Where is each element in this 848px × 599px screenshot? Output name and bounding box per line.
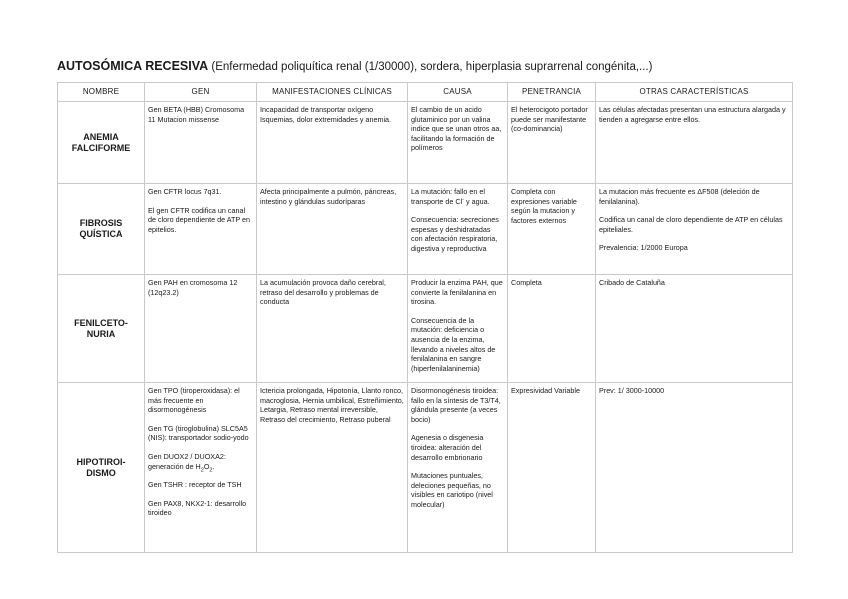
row-causa <box>408 102 508 184</box>
table-row <box>58 383 793 553</box>
otras-text: Las células afectadas presentan una estructura alargada y tienden a agregarse entre ellos. <box>599 105 786 124</box>
header-causa: CAUSA <box>408 83 508 102</box>
gen-text: El gen CFTR codifica un canal de cloro dependiente de ATP en epitelios. <box>148 205 251 234</box>
row-name: ANEMIA FALCIFORME <box>58 102 145 184</box>
header-nombre: NOMBRE <box>58 83 145 102</box>
table-row <box>58 102 793 184</box>
row-otras <box>596 184 793 275</box>
causa-text: Mutaciones puntuales, deleciones pequeñas, no visibles en cariotipo (nivel molecular) <box>411 471 493 509</box>
gen-text: Gen PAH en cromosoma 12 (12q23.2) <box>148 278 238 297</box>
otras-text: La mutacion más frecuente es ΔF508 (deleción de fenilalanina). <box>599 187 760 206</box>
row-gen <box>145 102 257 184</box>
causa-text: La mutación: fallo en el transporte de Cl- y agua. <box>411 187 490 206</box>
causa-text: Agenesia o disgenesia tiroidea: alteración del desarrollo embrionario <box>411 433 484 462</box>
header-row <box>58 83 793 102</box>
causa-text: El cambio de un acido glutaminico por un valina indice que se unan otros aa, facilitando la formación de polímeros <box>411 105 502 153</box>
row-manifestaciones: Ictericia prolongada, Hipotonía, Llanto ronco, macroglosia, Hernia umbilical, Estreñimiento, Letargia, Retraso mental irreversible, Retraso del crecimiento, Retraso puberal <box>257 383 408 553</box>
gen-text: Gen TSHR : receptor de TSH <box>148 480 242 490</box>
row-penetrancia: Expresividad Variable <box>508 383 596 553</box>
row-causa <box>408 383 508 553</box>
row-otras <box>596 383 793 553</box>
row-manifestaciones: Incapacidad de transportar oxígeno Isquemias, dolor extremidades y anemia. <box>257 102 408 184</box>
header-manifestaciones: MANIFESTACIONES CLÍNICAS <box>257 83 408 102</box>
causa-text: Disormonogénesis tiroidea: fallo en la síntesis de T3/T4, glándula presente (a veces bocio) <box>411 386 501 424</box>
header-gen: GEN <box>145 83 257 102</box>
table-row <box>58 184 793 275</box>
row-otras <box>596 275 793 383</box>
gen-text: Gen PAX8, NKX2-1: desarrollo tiroideo <box>148 498 247 518</box>
row-name: FIBROSIS QUÍSTICA <box>58 184 145 275</box>
gen-text: Gen DUOX2 / DUOXA2: generación de $H_2O_2$. <box>148 451 226 473</box>
otras-text: Codifica un canal de cloro dependiente de ATP en células epiteliales. <box>599 215 783 234</box>
row-penetrancia: Completa <box>508 275 596 383</box>
otras-text: Prev: 1/ 3000-10000 <box>599 386 665 395</box>
otras-text: Prevalencia: 1/2000 Europa <box>599 243 688 253</box>
row-causa <box>408 275 508 383</box>
disease-table <box>57 82 793 553</box>
row-penetrancia: El heterocigoto portador puede ser manifestante (co-dominancia) <box>508 102 596 184</box>
gen-text: Gen TPO (tiroperoxidasa): el más frecuente en disormonogénesis <box>148 386 240 415</box>
causa-text: Consecuencia: secreciones espesas y deshidratadas con afectación respiratoria, digestiva y reproductiva <box>411 215 499 253</box>
row-penetrancia: Completa con expresiones variable según la mutacion y factores externos <box>508 184 596 275</box>
header-penetrancia: PENETRANCIA <box>508 83 596 102</box>
row-gen <box>145 383 257 553</box>
row-name: FENILCETO-NURIA <box>58 275 145 383</box>
row-manifestaciones: Afecta principalmente a pulmón, páncreas, intestino y glándulas sudoríparas <box>257 184 408 275</box>
title-subtitle: (Enfermedad poliquítica renal (1/30000), sordera, hiperplasia suprarrenal congénita,...) <box>211 61 653 73</box>
row-gen <box>145 184 257 275</box>
page-title <box>57 59 652 73</box>
header-otras: OTRAS CARACTERÍSTICAS <box>596 83 793 102</box>
gen-text: Gen TG (tiroglobulina) SLC5A5 (NIS): transportador sodio-yodo <box>148 423 249 443</box>
row-manifestaciones: La acumulación provoca daño cerebral, retraso del desarrollo y problemas de conducta <box>257 275 408 383</box>
gen-text: Gen BETA (HBB) Cromosoma 11 Mutacion missense <box>148 105 245 124</box>
row-causa <box>408 184 508 275</box>
row-otras <box>596 102 793 184</box>
otras-text: Cribado de Cataluña <box>599 278 665 287</box>
title-main: AUTOSÓMICA RECESIVA <box>57 59 209 73</box>
causa-text: Consecuencia de la mutación: deficiencia o ausencia de la enzima, llevando a niveles altos de fenilalanina en sangre (hiperfenilalaninemia) <box>411 315 496 373</box>
row-name: HIPOTIROI-DISMO <box>58 383 145 553</box>
gen-text: Gen CFTR locus 7q31. <box>148 187 222 196</box>
row-gen <box>145 275 257 383</box>
causa-text: Producir la enzima PAH, que convierte la fenilalanina en tirosina. <box>411 278 503 307</box>
table-row <box>58 275 793 383</box>
